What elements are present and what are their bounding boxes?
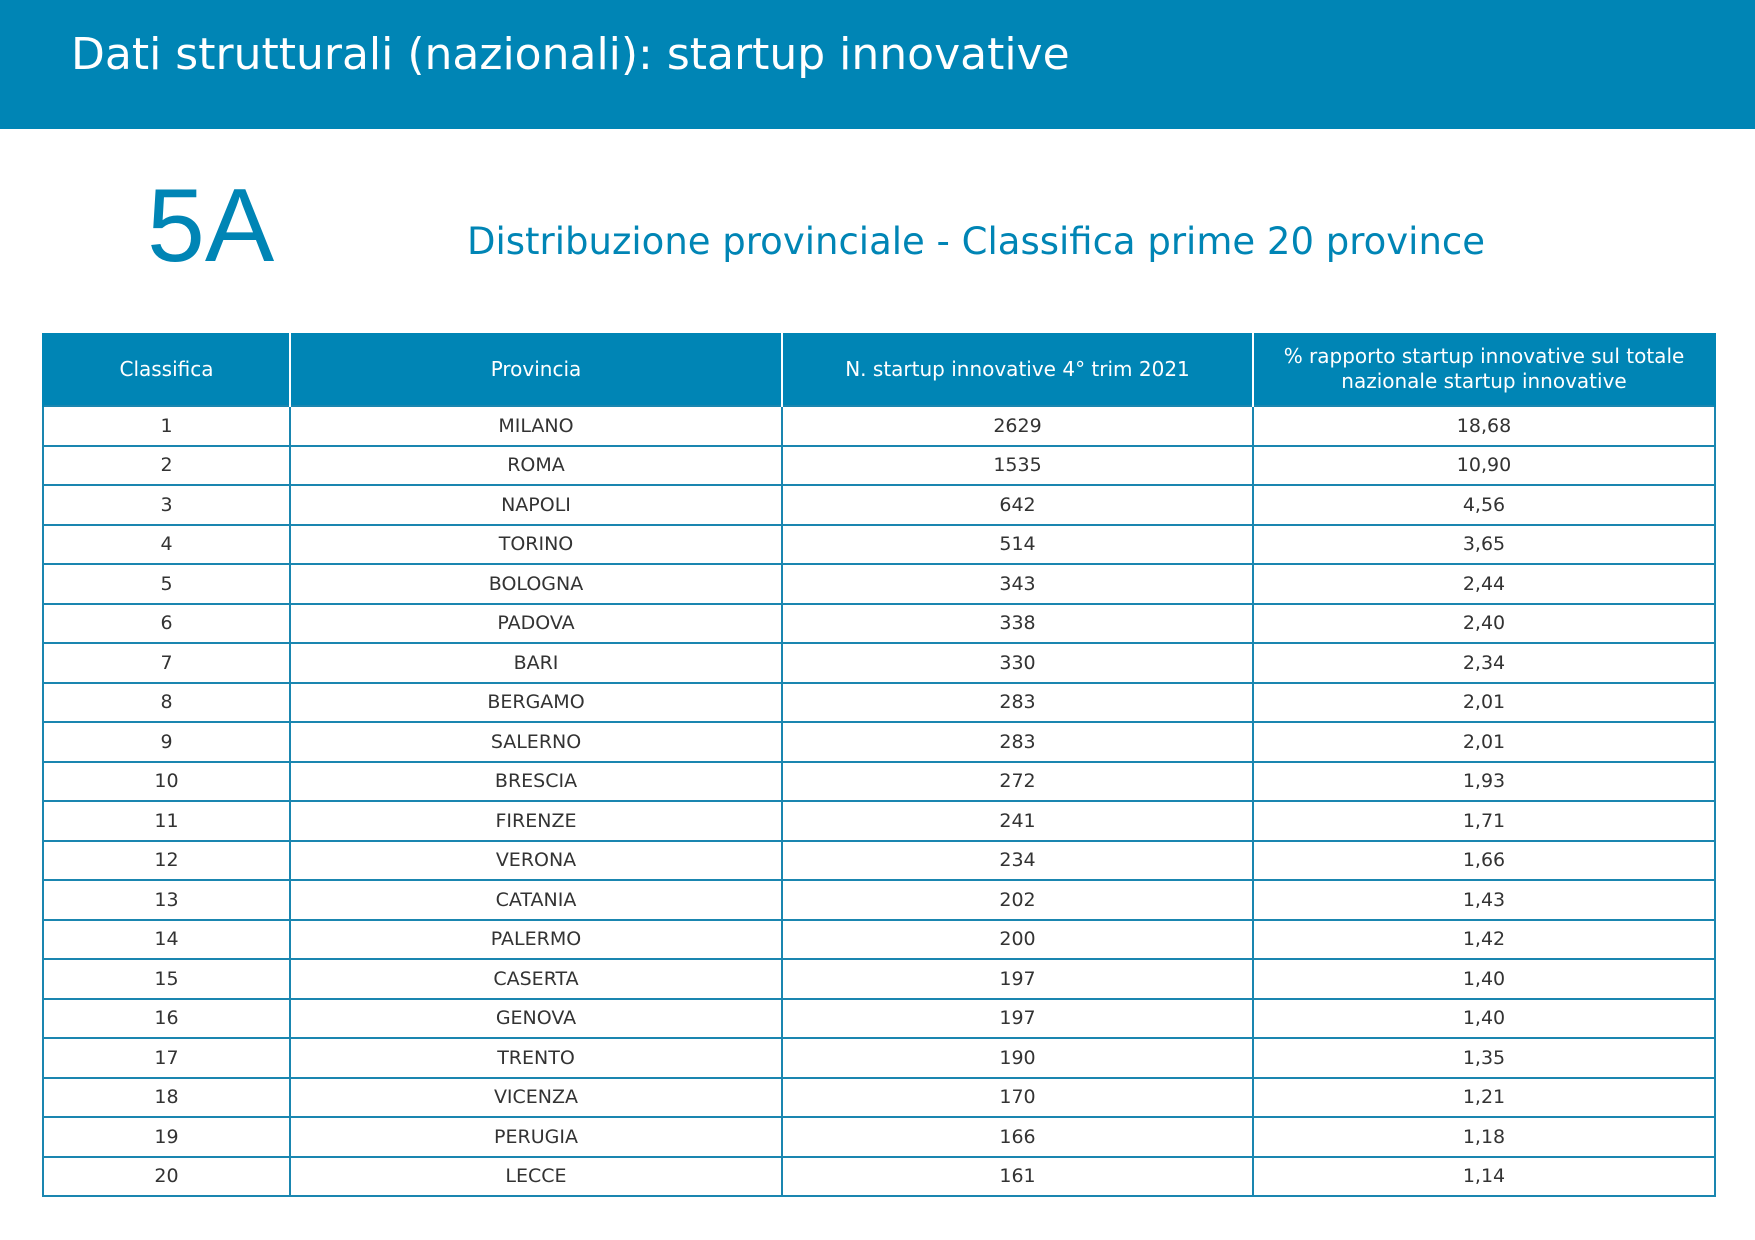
count-cell: 330 — [782, 643, 1253, 683]
table-row — [43, 525, 1715, 565]
rank-cell: 13 — [43, 880, 290, 920]
percentage-cell: 1,40 — [1253, 999, 1715, 1039]
table-row — [43, 1117, 1715, 1157]
count-cell: 2629 — [782, 406, 1253, 446]
table-row — [43, 880, 1715, 920]
column-header-rank: Classifica — [43, 333, 290, 406]
percentage-cell: 18,68 — [1253, 406, 1715, 446]
table-row — [43, 1038, 1715, 1078]
count-cell: 272 — [782, 762, 1253, 802]
ranking-table — [42, 333, 1716, 1197]
province-cell: PERUGIA — [290, 1117, 782, 1157]
province-cell: VERONA — [290, 841, 782, 881]
table-row — [43, 683, 1715, 723]
rank-cell: 7 — [43, 643, 290, 683]
count-cell: 202 — [782, 880, 1253, 920]
rank-cell: 6 — [43, 604, 290, 644]
province-cell: SALERNO — [290, 722, 782, 762]
table-header-row — [43, 333, 1715, 406]
table-row — [43, 722, 1715, 762]
rank-cell: 14 — [43, 920, 290, 960]
province-cell: TRENTO — [290, 1038, 782, 1078]
table-row — [43, 485, 1715, 525]
percentage-cell: 2,34 — [1253, 643, 1715, 683]
percentage-cell: 1,93 — [1253, 762, 1715, 802]
percentage-cell: 1,35 — [1253, 1038, 1715, 1078]
table-row — [43, 406, 1715, 446]
rank-cell: 12 — [43, 841, 290, 881]
table-row — [43, 999, 1715, 1039]
percentage-cell: 1,18 — [1253, 1117, 1715, 1157]
table-row — [43, 564, 1715, 604]
province-cell: BERGAMO — [290, 683, 782, 723]
province-cell: LECCE — [290, 1157, 782, 1197]
count-cell: 197 — [782, 959, 1253, 999]
province-cell: CATANIA — [290, 880, 782, 920]
percentage-cell: 2,44 — [1253, 564, 1715, 604]
table-row — [43, 920, 1715, 960]
section-number: 5A — [147, 168, 275, 284]
table-row — [43, 841, 1715, 881]
province-cell: GENOVA — [290, 999, 782, 1039]
percentage-cell: 1,21 — [1253, 1078, 1715, 1118]
rank-cell: 16 — [43, 999, 290, 1039]
count-cell: 161 — [782, 1157, 1253, 1197]
rank-cell: 9 — [43, 722, 290, 762]
percentage-cell: 1,43 — [1253, 880, 1715, 920]
province-cell: VICENZA — [290, 1078, 782, 1118]
rank-cell: 2 — [43, 446, 290, 486]
count-cell: 514 — [782, 525, 1253, 565]
percentage-cell: 4,56 — [1253, 485, 1715, 525]
rank-cell: 11 — [43, 801, 290, 841]
count-cell: 197 — [782, 999, 1253, 1039]
table-row — [43, 762, 1715, 802]
percentage-cell: 1,14 — [1253, 1157, 1715, 1197]
table-row — [43, 1157, 1715, 1197]
province-cell: MILANO — [290, 406, 782, 446]
table-row — [43, 643, 1715, 683]
percentage-cell: 3,65 — [1253, 525, 1715, 565]
page-title: Dati strutturali (nazionali): startup innovative — [71, 29, 1070, 80]
province-cell: CASERTA — [290, 959, 782, 999]
table-row — [43, 1078, 1715, 1118]
count-cell: 170 — [782, 1078, 1253, 1118]
count-cell: 241 — [782, 801, 1253, 841]
rank-cell: 3 — [43, 485, 290, 525]
count-cell: 642 — [782, 485, 1253, 525]
rank-cell: 18 — [43, 1078, 290, 1118]
rank-cell: 19 — [43, 1117, 290, 1157]
table-row — [43, 446, 1715, 486]
province-cell: PALERMO — [290, 920, 782, 960]
count-cell: 234 — [782, 841, 1253, 881]
rank-cell: 10 — [43, 762, 290, 802]
province-cell: FIRENZE — [290, 801, 782, 841]
percentage-cell: 10,90 — [1253, 446, 1715, 486]
section-subtitle: Distribuzione provinciale - Classifica prime 20 province — [467, 220, 1486, 263]
table-row — [43, 959, 1715, 999]
province-cell: TORINO — [290, 525, 782, 565]
count-cell: 1535 — [782, 446, 1253, 486]
province-cell: BRESCIA — [290, 762, 782, 802]
rank-cell: 5 — [43, 564, 290, 604]
column-header-count: N. startup innovative 4° trim 2021 — [782, 333, 1253, 406]
percentage-cell: 1,40 — [1253, 959, 1715, 999]
table-row — [43, 604, 1715, 644]
percentage-cell: 1,42 — [1253, 920, 1715, 960]
percentage-cell: 1,71 — [1253, 801, 1715, 841]
rank-cell: 1 — [43, 406, 290, 446]
column-header-province: Provincia — [290, 333, 782, 406]
province-cell: BOLOGNA — [290, 564, 782, 604]
count-cell: 343 — [782, 564, 1253, 604]
percentage-cell: 2,01 — [1253, 722, 1715, 762]
rank-cell: 8 — [43, 683, 290, 723]
table-row — [43, 801, 1715, 841]
percentage-cell: 2,01 — [1253, 683, 1715, 723]
province-cell: BARI — [290, 643, 782, 683]
count-cell: 283 — [782, 683, 1253, 723]
count-cell: 166 — [782, 1117, 1253, 1157]
rank-cell: 4 — [43, 525, 290, 565]
count-cell: 190 — [782, 1038, 1253, 1078]
count-cell: 283 — [782, 722, 1253, 762]
percentage-cell: 1,66 — [1253, 841, 1715, 881]
column-header-percentage: % rapporto startup innovative sul totale nazionale startup innovative — [1253, 333, 1715, 406]
rank-cell: 20 — [43, 1157, 290, 1197]
rank-cell: 17 — [43, 1038, 290, 1078]
province-cell: ROMA — [290, 446, 782, 486]
count-cell: 338 — [782, 604, 1253, 644]
province-cell: NAPOLI — [290, 485, 782, 525]
rank-cell: 15 — [43, 959, 290, 999]
percentage-cell: 2,40 — [1253, 604, 1715, 644]
province-cell: PADOVA — [290, 604, 782, 644]
count-cell: 200 — [782, 920, 1253, 960]
